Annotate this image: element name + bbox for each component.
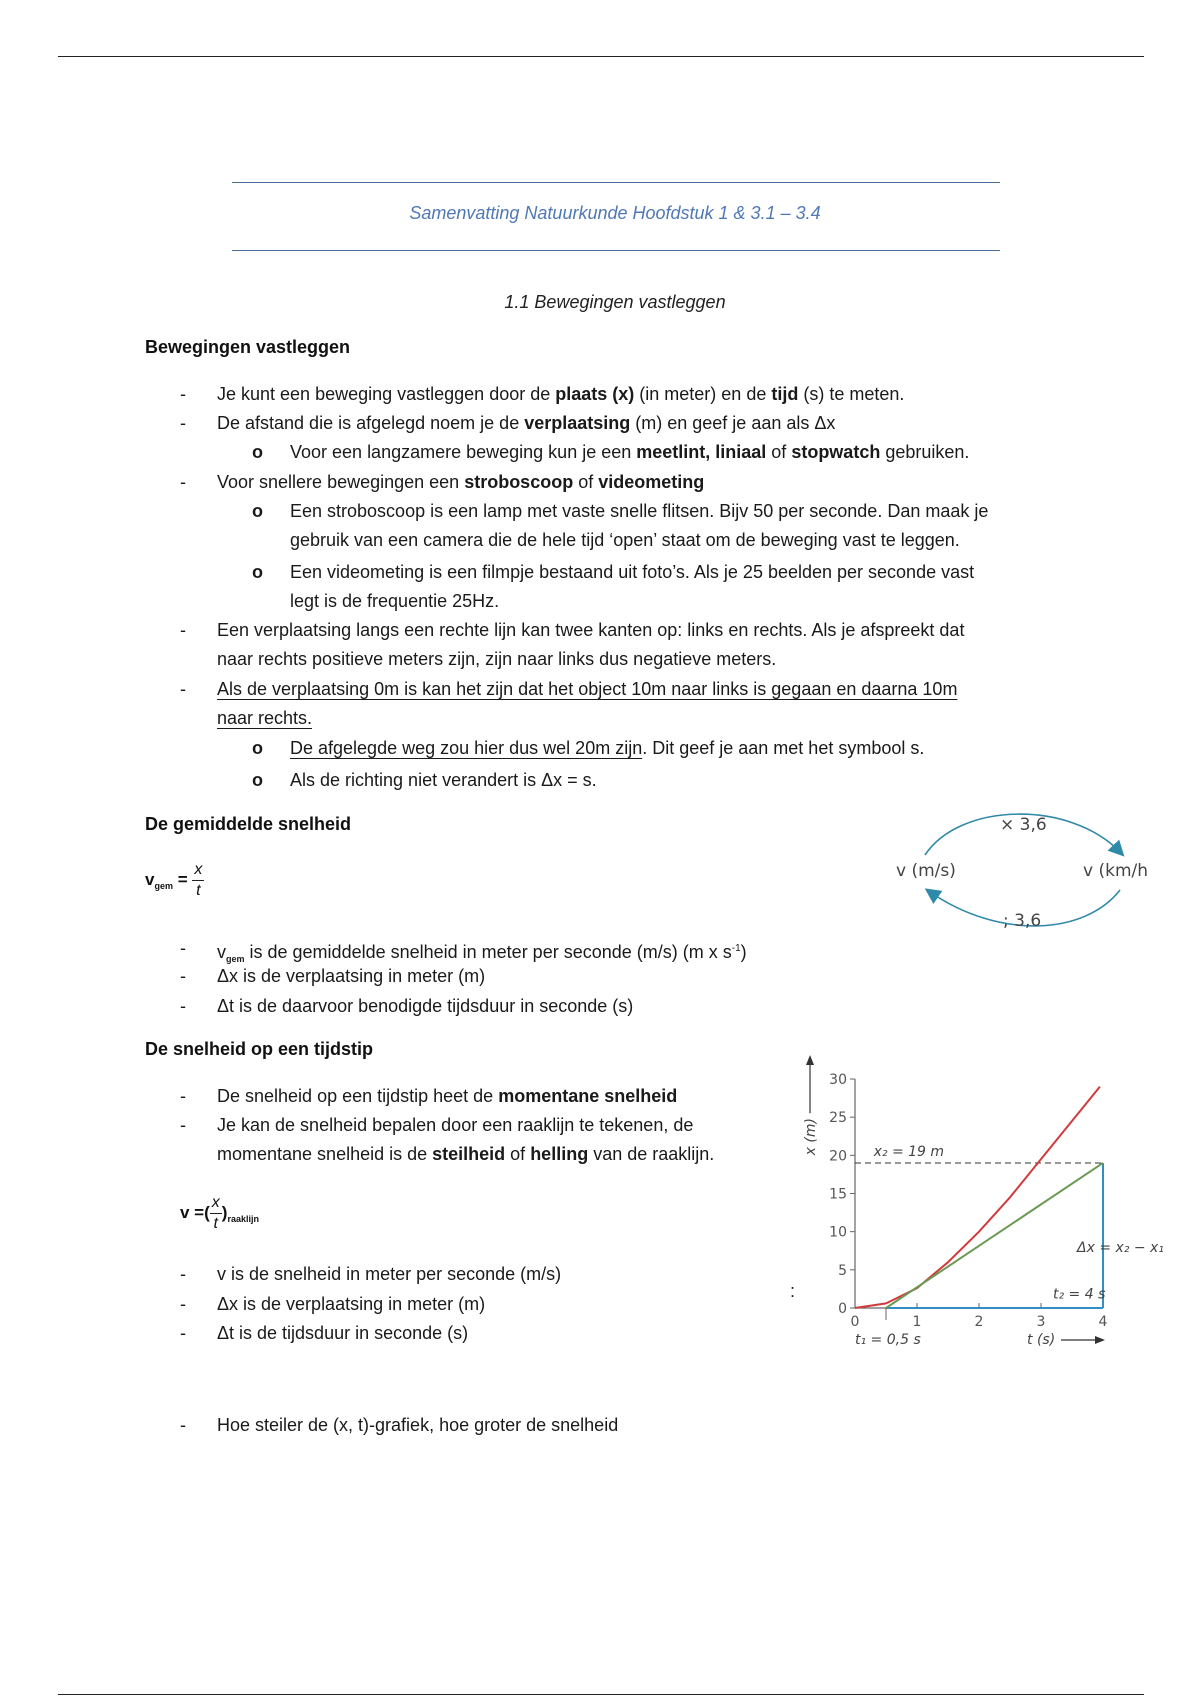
conversion-right-label: v (km/h [1083,861,1149,881]
heading-bewegingen-vastleggen: Bewegingen vastleggen [145,337,351,357]
bullet-dash: - [180,413,186,433]
list-item: v is de snelheid in meter per seconde (m/s) [217,1264,562,1284]
list-item: Je kunt een beweging vastleggen door de plaats (x) (in meter) en de tijd (s) te meten. [217,384,905,404]
y-tick-label: 5 [838,1262,847,1279]
document-title: Samenvatting Natuurkunde Hoofdstuk 1 & 3.1 – 3.4 [409,203,821,223]
annotation-t2: t₂ = 4 s [1053,1286,1106,1303]
y-tick-label: 0 [838,1301,847,1317]
x-axis-label: t (s) [1027,1332,1056,1348]
y-tick-label: 15 [829,1186,847,1203]
formula-v-gem: $v_{gem}$ = $\frac{x}{t}$ [145,861,203,899]
bullet-dash: - [180,966,186,986]
y-tick-label: 30 [829,1072,847,1088]
annotation-x2: x₂ = 19 m [873,1143,945,1160]
list-item: Je kan de snelheid bepalen door een raaklijn te tekenen, de momentane snelheid is de steilheid of helling van de raaklijn. [217,1115,715,1164]
conversion-bottom-label: ; 3,6 [1003,911,1042,931]
top-page-rule [58,56,1144,57]
xt-graph [795,1025,1175,1355]
list-item: Δx is de verplaatsing in meter (m) [217,1294,486,1314]
list-item: $v_{gem}$ is de gemiddelde snelheid in meter per seconde (m/s) (m x $s^{-1}$) [217,942,747,964]
y-tick-label: 20 [829,1148,847,1165]
list-item: Voor snellere bewegingen een stroboscoop of videometing [217,472,705,492]
bottom-page-rule [58,1694,1144,1695]
x-axis-arrowhead [1095,1336,1105,1344]
list-item: Een videometing is een filmpje bestaand uit foto’s. Als je 25 beelden per seconde vast legt is de frequentie 25Hz. [290,562,975,611]
bullet-circle: o [252,770,263,790]
x-tick-label: 3 [1036,1314,1046,1330]
title-top-rule [232,182,1000,183]
heading-snelheid-op-tijdstip: De snelheid op een tijdstip [145,1039,374,1059]
x-tick-label: 2 [974,1314,984,1330]
bullet-dash: - [180,679,186,699]
bullet-circle: o [252,738,263,758]
stray-colon: : [790,1281,796,1301]
conversion-left-label: v (m/s) [896,861,956,881]
heading-gemiddelde-snelheid: De gemiddelde snelheid [145,814,352,834]
list-item: Δt is de daarvoor benodigde tijdsduur in seconde (s) [217,996,634,1016]
bullet-dash: - [180,1086,186,1106]
bullet-dash: - [180,384,186,404]
bullet-dash: - [180,472,186,492]
list-item: Hoe steiler de (x, t)-grafiek, hoe groter de snelheid [217,1415,619,1435]
bullet-dash: - [180,996,186,1016]
list-item: De afgelegde weg zou hier dus wel 20m zijn. Dit geef je aan met het symbool s. [290,738,925,758]
list-item: Een stroboscoop is een lamp met vaste snelle flitsen. Bijv 50 per seconde. Dan maak je gebruik van een camera die de hele tijd ‘open’ staat om de beweging vast te leggen. [290,501,989,550]
bullet-dash: - [180,1264,186,1284]
list-item: De afstand die is afgelegd noem je de verplaatsing (m) en geef je aan als Δx [217,413,836,433]
title-bottom-rule [232,250,1000,251]
bullet-dash: - [180,620,186,640]
bullet-circle: o [252,501,263,521]
list-item: Als de richting niet verandert is Δx = s. [290,770,597,790]
list-item: Δt is de tijdsduur in seconde (s) [217,1323,469,1343]
x-tick-label: 0 [850,1314,860,1330]
section-title: 1.1 Bewegingen vastleggen [504,292,726,312]
annotation-t1: t₁ = 0,5 s [855,1332,921,1348]
series-line-curve [855,1087,1100,1308]
x-tick-label: 4 [1098,1314,1108,1330]
annotation-delta-x: Δx = x₂ − x₁ [1077,1239,1164,1256]
y-axis-arrowhead [806,1055,814,1065]
bullet-circle: o [252,442,263,462]
list-item: Als de verplaatsing 0m is kan het zijn dat het object 10m naar links is gegaan en daarna 10m naar rechts. [217,679,958,728]
list-item: Voor een langzamere beweging kun je een meetlint, liniaal of stopwatch gebruiken. [290,442,970,462]
bullet-circle: o [252,562,263,582]
formula-v-raaklijn: v =( $\frac{x}{t}$ )$_{raaklijn}$ [180,1194,259,1232]
y-tick-label: 25 [829,1110,847,1127]
list-item: Een verplaatsing langs een rechte lijn kan twee kanten op: links en rechts. Als je afspreekt dat naar rechts positieve meters zijn, zijn naar links dus negatieve meters. [217,620,965,669]
bullet-dash: - [180,938,186,958]
list-item: De snelheid op een tijdstip heet de momentane snelheid [217,1086,678,1106]
bullet-dash: - [180,1415,186,1435]
bullet-dash: - [180,1115,186,1135]
bullet-dash: - [180,1294,186,1314]
x-tick-label: 1 [912,1314,922,1330]
y-axis-label: x (m) [803,1118,819,1156]
conversion-top-label: × 3,6 [1000,815,1047,835]
y-tick-label: 10 [829,1224,847,1241]
bullet-dash: - [180,1323,186,1343]
list-item: Δx is de verplaatsing in meter (m) [217,966,486,986]
